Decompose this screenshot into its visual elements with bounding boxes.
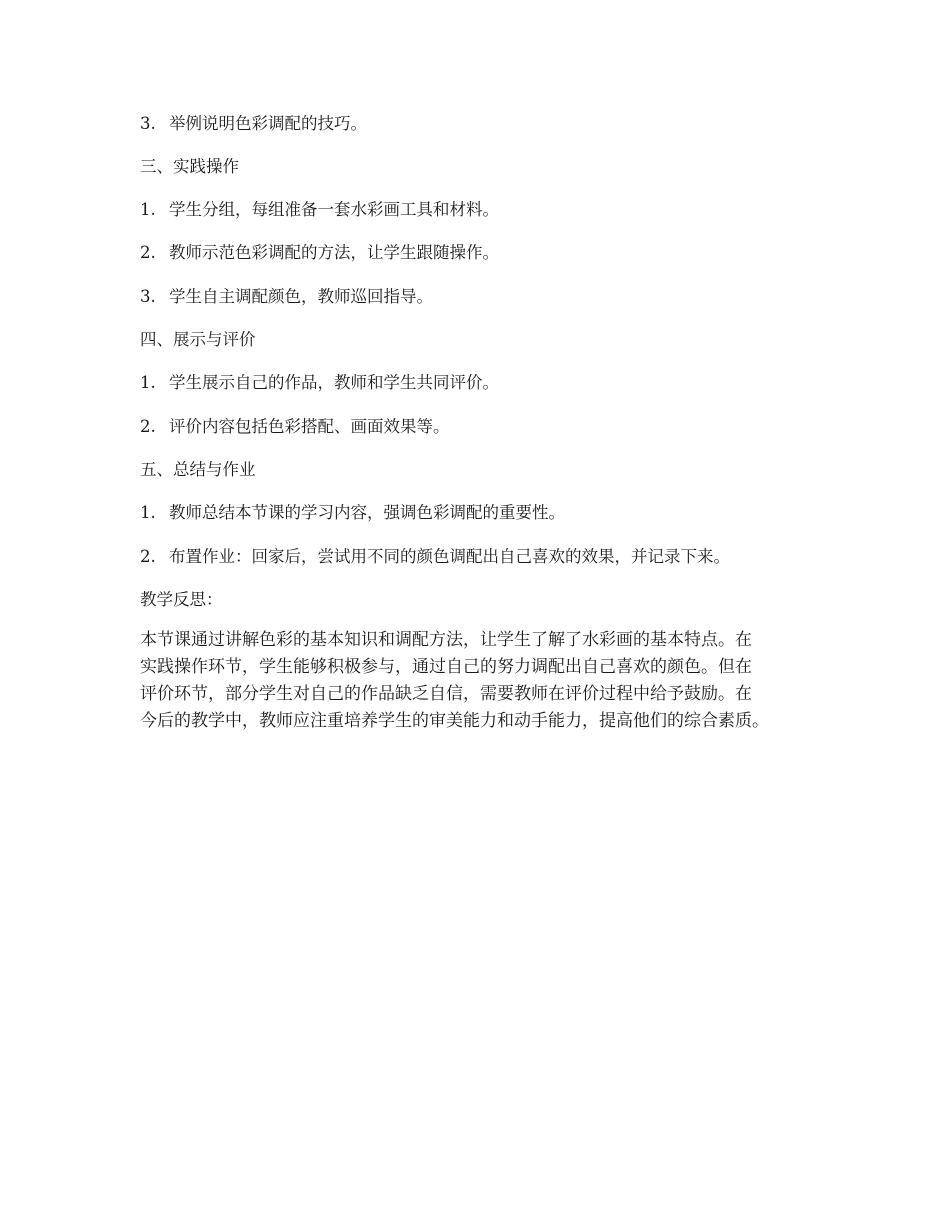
list-number: 1. <box>140 200 156 219</box>
list-number: 2. <box>140 243 156 262</box>
reflection-heading: 教学反思： <box>140 590 223 609</box>
section-heading: 三、实践操作 <box>140 157 239 176</box>
list-item <box>140 243 499 263</box>
list-item <box>140 417 450 437</box>
paragraph-line: 评价环节，部分学生对自己的作品缺乏自信，需要教师在评价过程中给予鼓励。在 <box>140 684 752 704</box>
list-text: 教师示范色彩调配的方法，让学生跟随操作。 <box>169 243 499 262</box>
section-heading: 四、展示与评价 <box>140 330 256 349</box>
list-text: 举例说明色彩调配的技巧。 <box>169 114 367 133</box>
list-text: 评价内容包括色彩搭配、画面效果等。 <box>169 417 450 436</box>
list-item <box>140 114 367 134</box>
list-text: 布置作业：回家后，尝试用不同的颜色调配出自己喜欢的效果，并记录下来。 <box>169 547 730 566</box>
list-number: 1. <box>140 373 156 392</box>
paragraph-line: 今后的教学中，教师应注重培养学生的审美能力和动手能力，提高他们的综合素质。 <box>140 711 769 731</box>
paragraph-line: 本节课通过讲解色彩的基本知识和调配方法，让学生了解了水彩画的基本特点。在 <box>140 630 752 650</box>
list-text: 学生自主调配颜色，教师巡回指导。 <box>169 287 433 306</box>
list-item <box>140 547 730 567</box>
list-text: 教师总结本节课的学习内容，强调色彩调配的重要性。 <box>169 503 565 522</box>
list-item <box>140 200 499 220</box>
list-number: 3. <box>140 114 156 133</box>
reflection-paragraph <box>140 627 824 735</box>
list-number: 1. <box>140 503 156 522</box>
list-text: 学生分组，每组准备一套水彩画工具和材料。 <box>169 200 499 219</box>
list-item <box>140 287 433 307</box>
list-number: 2. <box>140 417 156 436</box>
list-text: 学生展示自己的作品，教师和学生共同评价。 <box>169 373 499 392</box>
paragraph-line: 实践操作环节，学生能够积极参与，通过自己的努力调配出自己喜欢的颜色。但在 <box>140 657 752 677</box>
list-item <box>140 503 565 523</box>
list-number: 2. <box>140 547 156 566</box>
list-item <box>140 373 499 393</box>
list-number: 3. <box>140 287 156 306</box>
section-heading: 五、总结与作业 <box>140 460 256 479</box>
